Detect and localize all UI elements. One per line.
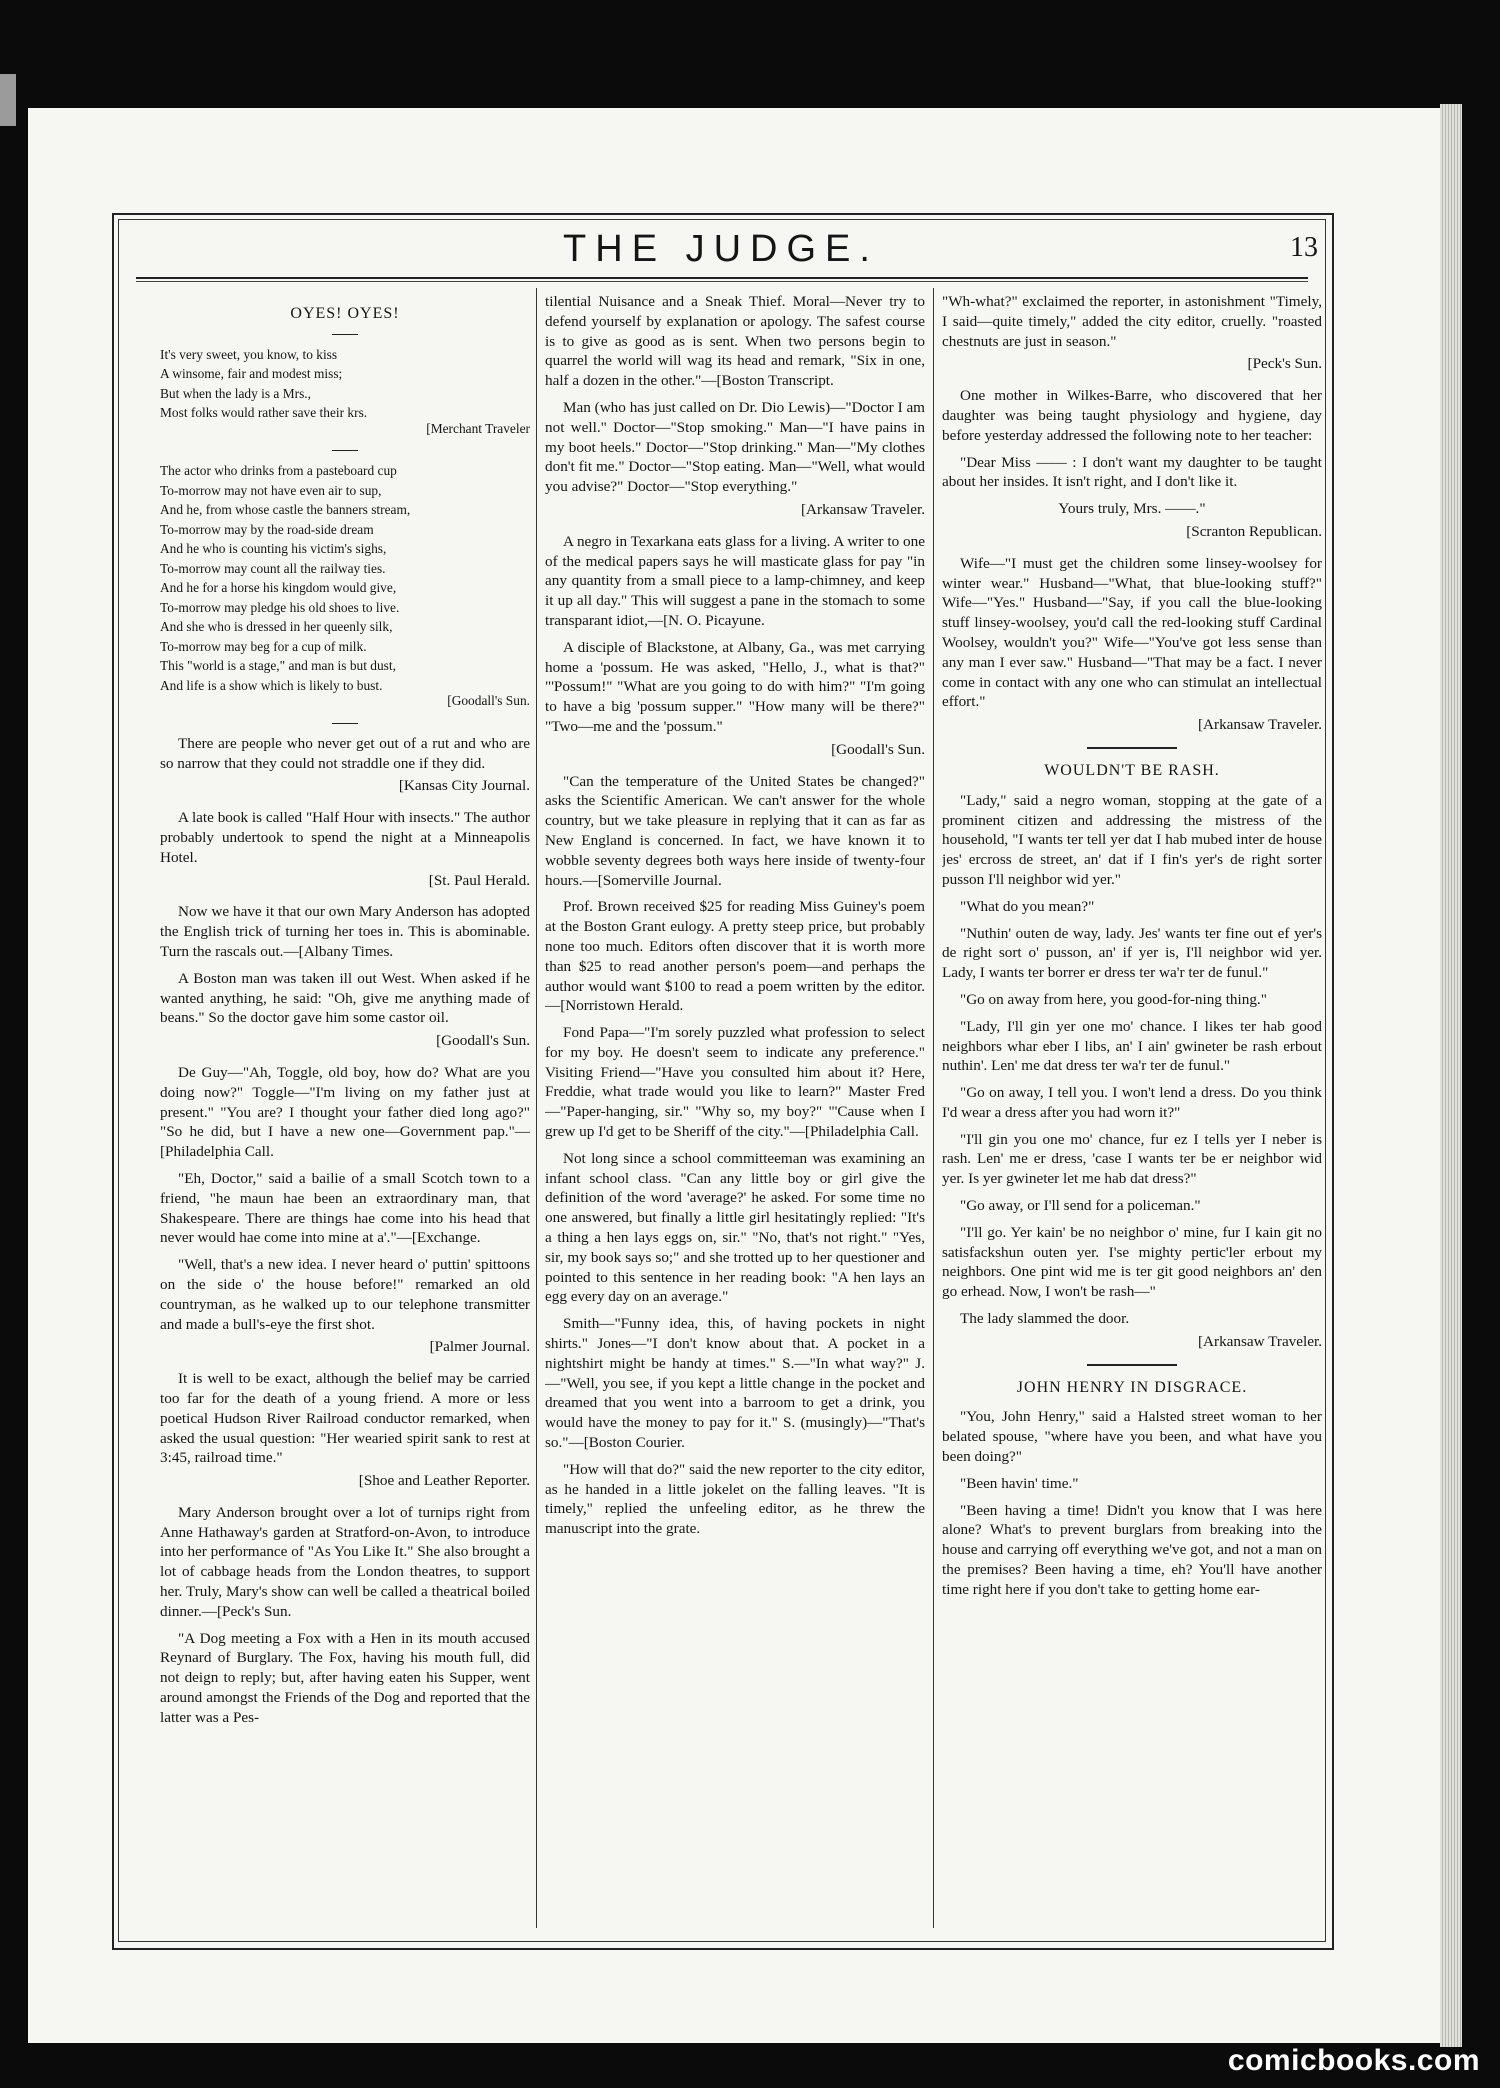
poem-line: To-morrow may beg for a cup of milk. xyxy=(160,638,367,654)
source-credit: [Arkansaw Traveler. xyxy=(1197,1332,1322,1350)
header-rule xyxy=(136,277,1308,279)
article-paragraph: Now we have it that our own Mary Anderson has adopted the English trick of turning her toes in. This is abominable. Turn the rascals out.—[Albany Times. xyxy=(160,903,530,960)
source-credit: [Arkansaw Traveler. xyxy=(800,500,925,518)
article-paragraph: "Wh-what?" exclaimed the reporter, in astonishment "Timely, I said—quite timely," added the city editor, cruelly. "roasted chestnuts are just in season." xyxy=(942,293,1322,350)
source-credit: [Goodall's Sun. xyxy=(831,740,925,758)
story-paragraph: "Go on away from here, you good-for-ning thing." xyxy=(960,990,1267,1008)
poem-line: To-morrow may not have even air to sup, xyxy=(160,482,382,498)
poem-line: Most folks would rather save their krs. xyxy=(160,405,368,421)
column-divider-2 xyxy=(933,288,934,1928)
poem-heading: OYES! OYES! xyxy=(290,305,400,322)
column-3 xyxy=(942,292,1322,1928)
source-credit: [St. Paul Herald. xyxy=(428,871,530,889)
story-paragraph: "You, John Henry," said a Halsted street woman to her belated spouse, "where have you been, and what have you been doing?" xyxy=(942,1408,1322,1466)
story-paragraph: "I'll gin you one mo' chance, fur ez I tells yer I neber is rash. Len' me er dress, 'case I wants ter be er neighbor wid yer. Is yer gwineter let me hab dat dress?" xyxy=(942,1130,1322,1188)
story-paragraph: "Lady, I'll gin yer one mo' chance. I likes ter hab good neighbors whar eber I libs, an' I ain' gwineter be rash erbout nuthin'. Len' me dat dress ter wa'r ter de funul." xyxy=(942,1017,1322,1075)
page-number: 13 xyxy=(1290,232,1318,263)
masthead-title: THE JUDGE. xyxy=(563,228,879,270)
source-credit: [Palmer Journal. xyxy=(429,1338,530,1356)
poem-actor xyxy=(160,461,530,711)
source-credit: [Shoe and Leather Reporter. xyxy=(358,1472,530,1490)
article-paragraph: Man (who has just called on Dr. Dio Lewis)—"Doctor I am not well." Doctor—"Stop smoking." Man—"I have pains in my boot heels." Doctor—"Stop drinking." Man—"My clothes don't fit me." Doctor—"Stop eating. Man—"Well, what would you advise?" Doctor—"Stop everything." xyxy=(545,398,925,496)
column-1 xyxy=(160,292,530,1928)
article-paragraph: Fond Papa—"I'm sorely puzzled what profession to select for my boy. He doesn't seem to indicate any preference." Visiting Friend—"Have you consulted him about it? Here, Freddie, what trade would you like to learn?" Master Fred—"Paper-hanging, sir." "Why so, my boy?" "'Cause when I grew up I'd get to be Sheriff of the city."—[Philadelphia Call. xyxy=(545,1024,925,1141)
article-paragraph: Wife—"I must get the children some linsey-woolsey for winter wear." Husband—"What, that blue-looking stuff?" Wife—"Yes." Husband—"Say, if you call the blue-looking stuff linsey-woolsey, you'd call the red-looking stuff Cardinal Woolsey, wouldn't you?" Wife—"You've got less sense than any man I ever saw." Husband—"That may be a fact. I never come in contact with any one who can stimulat an intellectual effort." xyxy=(942,554,1322,711)
article-paragraph: It is well to be exact, although the belief may be carried too far for the death of a young friend. A more or less poetical Hudson River Railroad conductor remarked, when asked the usual question: "Her wearied spirit sank to rest at 3:45, railroad time." xyxy=(160,1370,530,1467)
poem-line: And he for a horse his kingdom would give, xyxy=(160,580,397,596)
poem-line: And he who is counting his victim's sighs, xyxy=(160,541,387,557)
story-paragraph: "Lady," said a negro woman, stopping at the gate of a prominent citizen and addressing the mistress of the household, "I wants ter tell yer dat I hab mubed inter de house jes' ercross de street, an' dat if I fin's yer's de right sorter pusson I'll neighbor wid yer." xyxy=(942,791,1322,888)
article-paragraph: A negro in Texarkana eats glass for a living. A writer to one of the medical papers says he will masticate glass for pay "in any quantity from a small piece to a lamp-chimney, and keep it up all day." This will suggest a pane in the stomach to some transparant idiot,—[N. O. Picayune. xyxy=(545,532,925,629)
article-paragraph: A disciple of Blackstone, at Albany, Ga., was met carrying home a 'possum. He was asked, "Hello, J., what is that?" "'Possum!" "What are you going to do with him?" "I'm going to have a big 'possum supper." "How many will be there?" "Two—me and the 'possum." xyxy=(545,638,925,735)
story-paragraph: "Been havin' time." xyxy=(960,1474,1079,1492)
story-paragraph: "What do you mean?" xyxy=(960,897,1095,915)
divider-rule xyxy=(1087,1364,1177,1366)
source-credit: [Kansas City Journal. xyxy=(398,777,530,795)
article-paragraph: There are people who never get out of a rut and who are so narrow that they could not straddle one if they did. xyxy=(160,734,530,772)
story-paragraph: "Go away, or I'll send for a policeman." xyxy=(960,1197,1201,1215)
divider-dash xyxy=(332,334,358,335)
article-paragraph: "Dear Miss —— : I don't want my daughter to be taught about her insides. It isn't right, and I don't like it. xyxy=(942,453,1322,491)
source-credit: [Arkansaw Traveler. xyxy=(1197,716,1322,734)
story-paragraph: "Been having a time! Didn't you know that I was here alone? What's to prevent burglars from breaking into the house and carrying off everything we've got, and not a man on the premises? Been having a time, eh? You'll have another time right here if you don't take to getting home ear- xyxy=(942,1501,1322,1598)
divider-dash xyxy=(332,723,358,724)
article-paragraph: A late book is called "Half Hour with insects." The author probably undertook to spend the night at a Minneapolis Hotel. xyxy=(160,809,530,866)
story-heading: JOHN HENRY IN DISGRACE. xyxy=(1016,1378,1248,1396)
poem-line: To-morrow may pledge his old shoes to live. xyxy=(160,599,400,615)
article-paragraph: A Boston man was taken ill out West. When asked if he wanted anything, he said: "Oh, give me anything made of beans." So the doctor gave him some castor oil. xyxy=(160,969,530,1027)
source-credit: [Merchant Traveler xyxy=(426,420,530,436)
story-paragraph: "I'll go. Yer kain' be no neighbor o' mine, fur I kain git no satisfackshun outen yer. I'se mighty pertic'ler erbout my neighbors. One pint wid me is ter git good neighbors an' den go erhead. Now, I won't be rash—" xyxy=(942,1223,1322,1301)
article-paragraph: "Can the temperature of the United States be changed?" asks the Scientific American. We can't answer for the whole country, but we take pleasure in replying that it can as far as New England is concerned. In fact, we have known it to wobble seventy degrees both ways here inside of twenty-four hours.—[Somerville Journal. xyxy=(545,772,925,889)
poem-line: And life is a show which is likely to bust. xyxy=(160,677,383,693)
masthead xyxy=(120,228,1322,270)
page-edge xyxy=(1440,104,1462,2047)
article-paragraph: De Guy—"Ah, Toggle, old boy, how do? What are you doing now?" Toggle—"I'm living on my father just at present." "You are? I thought your father died long ago?" "So he did, but I have a new one—Government pap."—[Philadelphia Call. xyxy=(160,1063,530,1161)
divider-rule xyxy=(1087,747,1177,749)
article-paragraph: "Well, that's a new idea. I never heard o' puttin' spittoons on the side o' the house before!" remarked an old countryman, as he walked up to our telephone transmitter and made a bull's-eye the first shot. xyxy=(160,1256,530,1333)
story-paragraph: "Nuthin' outen de way, lady. Jes' wants ter fine out ef yer's de right sort o' pusson, an' if yer is, I'll neighbor wid yer. Lady, I wants ter borrer er dress ter wa'r ter de funul." xyxy=(942,924,1322,982)
column-divider-1 xyxy=(536,288,537,1928)
article-paragraph: "Eh, Doctor," said a bailie of a small Scotch town to a friend, "he maun hae been an extraordinary man, that Shakespeare. There are things hae come into his head that never would hae come into mine at a'."—[Exchange. xyxy=(160,1169,530,1247)
source-credit: [Peck's Sun. xyxy=(1247,355,1322,373)
poem-line: But when the lady is a Mrs., xyxy=(160,385,311,401)
poem-line: To-morrow may by the road-side dream xyxy=(160,521,374,537)
poem-line: To-morrow may count all the railway ties. xyxy=(160,560,386,576)
binding-mark xyxy=(0,74,16,126)
article-paragraph: Prof. Brown received $25 for reading Miss Guiney's poem at the Boston Grant eulogy. A pretty steep price, but probably none too much. Editors often discover that it is worth more than $25 to read another person's poem—and perhaps the author would want $100 to read a poem written by the editor.—[Norristown Herald. xyxy=(545,898,925,1015)
source-credit: [Goodall's Sun. xyxy=(436,1032,530,1050)
poem-line: And she who is dressed in her queenly silk, xyxy=(160,619,393,635)
source-credit: [Scranton Republican. xyxy=(1186,522,1322,540)
source-credit: [Goodall's Sun. xyxy=(447,693,530,709)
header-rule-thin xyxy=(136,281,1308,282)
article-paragraph: "How will that do?" said the new reporter to the city editor, as he handed in a little jokelet on the falling leaves. "It is timely," replied the unfeeling editor, as he threw the manuscript into the grate. xyxy=(545,1460,925,1538)
poem-oyes xyxy=(160,345,530,439)
story-paragraph: The lady slammed the door. xyxy=(960,1310,1130,1328)
article-paragraph: Not long since a school committeeman was examining an infant school class. "Can any little boy or girl give the definition of the word 'average?' he asked. For some time no one answered, but finally a little girl hesitatingly replied: "It's a thing a hen lays eggs on, sir." "No, that's not right." "Yes, sir, my book says so;" and she trotted up to her questioner and pointed to this sentence in her reading book: "A hen lays an egg every day on an average." xyxy=(545,1149,925,1306)
poem-line: This "world is a stage," and man is but dust, xyxy=(160,658,396,674)
column-2 xyxy=(545,292,925,1928)
article-paragraph: Mary Anderson brought over a lot of turnips right from Anne Hathaway's garden at Stratford-on-Avon, to introduce into her performance of "As You Like It." She also brought a lot of cabbage heads from the London theatres, to support her. Truly, Mary's show can well be called a theatrical boiled dinner.—[Peck's Sun. xyxy=(160,1503,530,1620)
article-paragraph: One mother in Wilkes-Barre, who discovered that her daughter was being taught physiology and hygiene, day before yesterday addressed the following note to her teacher: xyxy=(942,387,1322,444)
poem-line: And he, from whose castle the banners stream, xyxy=(160,502,411,518)
poem-line: The actor who drinks from a pasteboard cup xyxy=(160,463,397,479)
letter-signature: Yours truly, Mrs. ——." xyxy=(1058,500,1206,518)
article-paragraph: Smith—"Funny idea, this, of having pockets in night shirts." Jones—"I don't know about that. A pocket in a nightshirt might be handy at times." S.—"In what way?" J.—"Well, you see, if you kept a little change in the pocket and dreamed that you went into a barroom to get a drink, you would have the money to pay for it." S. (musingly)—"That's so."—[Boston Courier. xyxy=(545,1315,925,1452)
story-heading: WOULDN'T BE RASH. xyxy=(1044,761,1220,779)
divider-dash xyxy=(332,450,358,451)
poem-line: It's very sweet, you know, to kiss xyxy=(160,346,338,362)
story-paragraph: "Go on away, I tell you. I won't lend a dress. Do you think I'd wear a dress after you had worn it?" xyxy=(942,1084,1322,1121)
watermark-logo: comicbooks.com xyxy=(1227,2044,1480,2077)
poem-line: A winsome, fair and modest miss; xyxy=(160,366,343,382)
article-paragraph: tilential Nuisance and a Sneak Thief. Moral—Never try to defend yourself by explanation or apology. The safest course is to give as good as is sent. When two persons begin to quarrel the world will wag its head and remark, "Six in one, half a dozen in the other."—[Boston Transcript. xyxy=(545,293,925,390)
article-paragraph: "A Dog meeting a Fox with a Hen in its mouth accused Reynard of Burglary. The Fox, having his mouth full, did not deign to reply; but, after having eaten his Supper, went around amongst the Friends of the Dog and reported that the latter was a Pes- xyxy=(160,1629,530,1726)
